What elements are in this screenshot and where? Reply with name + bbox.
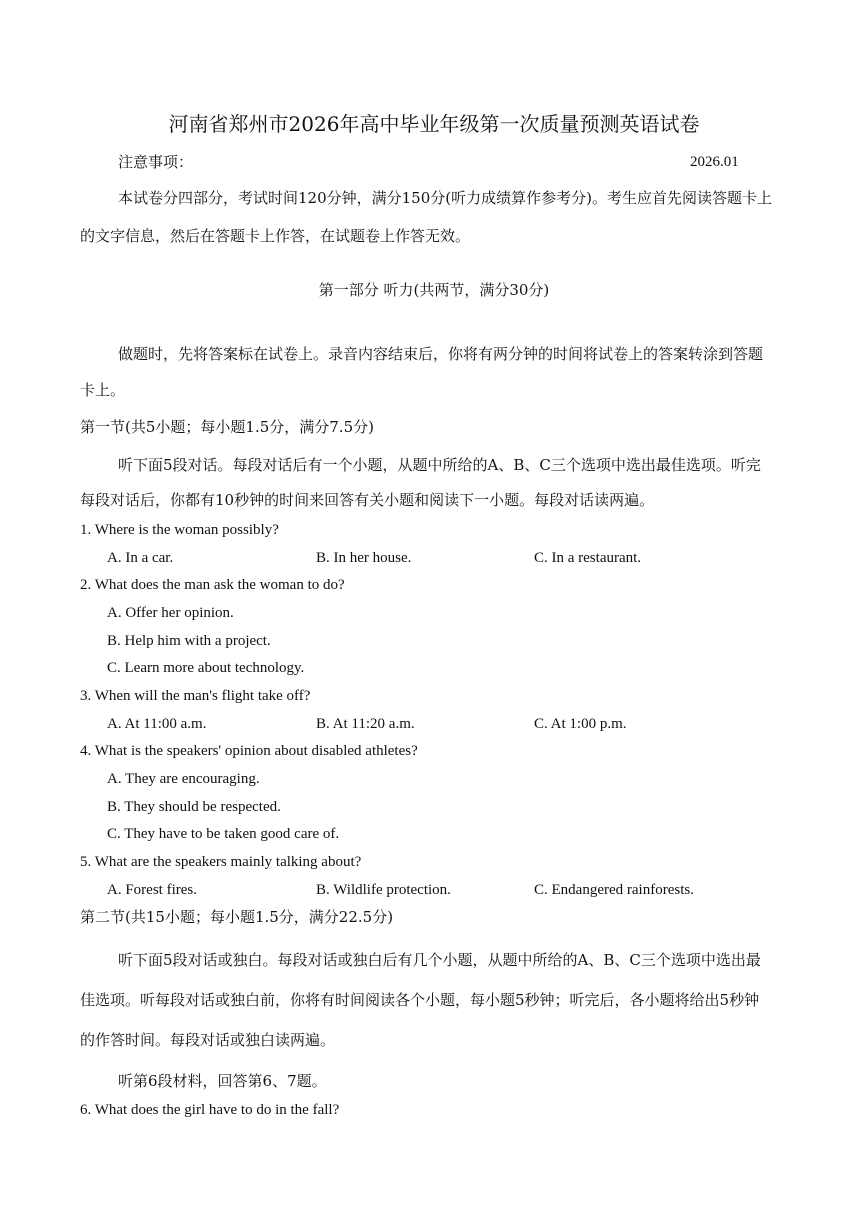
question-5-stem: 5. What are the speakers mainly talking about? <box>80 854 362 870</box>
question-1-option-a: A. In a car. <box>107 550 174 566</box>
question-4-option-c: C. They have to be taken good care of. <box>107 826 340 842</box>
question-3-option-a: A. At 11:00 a.m. <box>107 716 207 732</box>
question-2-option-a: A. Offer her opinion. <box>107 605 234 621</box>
question-5-option-a: A. Forest fires. <box>107 882 197 898</box>
question-4-stem: 4. What is the speakers' opinion about disabled athletes? <box>80 743 418 759</box>
question-3-option-b: B. At 11:20 a.m. <box>316 716 415 732</box>
question-4-option-b: B. They should be respected. <box>107 799 281 815</box>
question-4-option-a: A. They are encouraging. <box>107 771 260 787</box>
part1-heading: 第一部分 听力(共两节，满分30分) <box>318 281 550 299</box>
part1-instruction-line-2: 卡上。 <box>80 381 126 399</box>
question-2-option-b: B. Help him with a project. <box>107 633 271 649</box>
question-2-option-c: C. Learn more about technology. <box>107 660 305 676</box>
section2-instruction-line-1: 听下面5段对话或独白。每段对话或独白后有几个小题，从题中所给的A、B、C三个选项中选出最 <box>118 951 761 969</box>
question-1-option-b: B. In her house. <box>316 550 412 566</box>
question-3-stem: 3. When will the man's flight take off? <box>80 688 311 704</box>
question-1-option-c: C. In a restaurant. <box>534 550 642 566</box>
exam-date: 2026.01 <box>690 154 739 170</box>
section2-heading: 第二节(共15小题；每小题1.5分，满分22.5分) <box>80 908 394 926</box>
material-6-instruction: 听第6段材料，回答第6、7题。 <box>118 1072 327 1090</box>
question-3-option-c: C. At 1:00 p.m. <box>534 716 627 732</box>
intro-line-1: 本试卷分四部分，考试时间120分钟，满分150分(听力成绩算作参考分)。考生应首先阅读答题卡上 <box>118 189 772 207</box>
notice-label: 注意事项： <box>118 153 194 171</box>
question-5-option-b: B. Wildlife protection. <box>316 882 451 898</box>
section2-instruction-line-2: 佳选项。听每段对话或独白前，你将有时间阅读各个小题，每小题5秒钟；听完后，各小题将给出5秒钟 <box>80 991 760 1009</box>
intro-line-2: 的文字信息，然后在答题卡上作答，在试题卷上作答无效。 <box>80 227 471 245</box>
question-2-stem: 2. What does the man ask the woman to do? <box>80 577 345 593</box>
section2-instruction-line-3: 的作答时间。每段对话或独白读两遍。 <box>80 1031 336 1049</box>
part1-instruction-line-1: 做题时，先将答案标在试卷上。录音内容结束后，你将有两分钟的时间将试卷上的答案转涂到答题 <box>118 345 764 363</box>
question-1-stem: 1. Where is the woman possibly? <box>80 522 279 538</box>
page-title: 河南省郑州市2026年高中毕业年级第一次质量预测英语试卷 <box>168 112 700 136</box>
section1-instruction-line-1: 听下面5段对话。每段对话后有一个小题，从题中所给的A、B、C三个选项中选出最佳选项。听完 <box>118 456 761 474</box>
question-6-stem: 6. What does the girl have to do in the fall? <box>80 1102 340 1118</box>
question-5-option-c: C. Endangered rainforests. <box>534 882 694 898</box>
section1-heading: 第一节(共5小题；每小题1.5分，满分7.5分) <box>80 418 374 436</box>
section1-instruction-line-2: 每段对话后，你都有10秒钟的时间来回答有关小题和阅读下一小题。每段对话读两遍。 <box>80 491 655 509</box>
